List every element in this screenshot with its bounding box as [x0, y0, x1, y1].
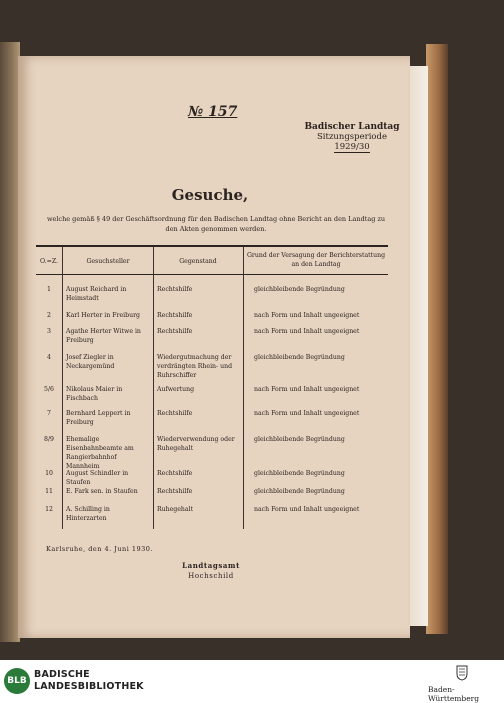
row-subject: Rechtshilfe — [157, 488, 193, 495]
row-reason: gleichbleibende Begründung — [254, 286, 345, 293]
blb-logo-icon[interactable]: BLB — [4, 668, 30, 694]
row-reason: gleichbleibende Begründung — [254, 470, 345, 477]
row-petitioner: Josef Ziegler in Neckargemünd — [66, 354, 115, 370]
row-number: 5/6 — [44, 386, 54, 393]
row-number: 3 — [47, 328, 51, 335]
document-title: Gesuche, — [171, 186, 249, 204]
row-reason: gleichbleibende Begründung — [254, 354, 345, 361]
row-petitioner: Ehemalige Eisenbahnbeamte am Rangierbahnhof Mannheim — [66, 436, 134, 470]
office-name: Landtagsamt — [182, 561, 240, 570]
row-subject: Ruhegehalt — [157, 506, 194, 513]
library-name-line2: LANDESBIBLIOTHEK — [34, 681, 144, 692]
row-petitioner: A. Schilling in Hinterzarten — [66, 506, 110, 522]
book-cover-right — [426, 44, 448, 634]
header-subject: Gegenstand — [179, 258, 217, 265]
document-number: № 157 — [188, 104, 238, 120]
row-petitioner: Nikolaus Maier in Fischbach — [66, 386, 123, 402]
landtag-header — [302, 122, 402, 153]
row-reason: nach Form und Inhalt ungeeignet — [254, 386, 360, 393]
row-subject: Rechtshilfe — [157, 328, 193, 335]
place-date: Karlsruhe, den 4. Juni 1930. — [46, 545, 153, 553]
row-subject: Rechtshilfe — [157, 410, 193, 417]
landtag-session-years: 1929/30 — [334, 142, 370, 152]
column-divider — [62, 247, 63, 529]
column-divider — [153, 247, 154, 529]
landtag-name: Badischer Landtag — [304, 122, 400, 132]
signatory: Hochschild — [188, 572, 234, 580]
row-number: 8/9 — [44, 436, 54, 443]
row-number: 11 — [45, 488, 53, 495]
row-reason: gleichbleibende Begründung — [254, 488, 345, 495]
row-subject: Rechtshilfe — [157, 312, 193, 319]
row-petitioner: August Schindler in Staufen — [66, 470, 129, 486]
book-cover-left — [0, 42, 20, 642]
row-number: 12 — [45, 506, 53, 513]
row-petitioner: Agathe Herter Witwe in Freiburg — [66, 328, 141, 344]
row-reason: nach Form und Inhalt ungeeignet — [254, 312, 360, 319]
library-name[interactable] — [34, 669, 144, 693]
landtag-session-label: Sitzungsperiode — [316, 132, 388, 142]
header-divider — [36, 274, 388, 275]
baden-wuerttemberg-crest-icon — [456, 665, 468, 681]
row-number: 1 — [47, 286, 51, 293]
row-subject: Wiedergutmachung der verdrängten Rhein- und Ruhrschiffer — [157, 354, 233, 379]
column-divider — [243, 247, 244, 529]
header-number: O.=Z. — [39, 258, 59, 265]
row-petitioner: E. Fark sen. in Staufen — [66, 488, 138, 495]
row-petitioner: August Reichard in Heimstadt — [66, 286, 127, 302]
row-number: 10 — [45, 470, 53, 477]
row-reason: nach Form und Inhalt ungeeignet — [254, 506, 360, 513]
row-number: 7 — [47, 410, 51, 417]
row-subject: Aufwertung — [157, 386, 195, 393]
header-reason: Grund der Versagung der Berichterstattung an den Landtag — [246, 252, 386, 268]
row-subject: Rechtshilfe — [157, 286, 193, 293]
row-reason: nach Form und Inhalt ungeeignet — [254, 410, 360, 417]
petitions-table — [36, 245, 388, 529]
signature-block — [176, 561, 246, 581]
row-number: 4 — [47, 354, 51, 361]
row-subject: Wiederverwendung oder Ruhegehalt — [157, 436, 235, 452]
row-petitioner: Karl Herter in Freiburg — [66, 312, 140, 319]
row-reason: nach Form und Inhalt ungeeignet — [254, 328, 360, 335]
row-number: 2 — [47, 312, 51, 319]
row-reason: gleichbleibende Begründung — [254, 436, 345, 443]
state-name[interactable]: Baden-Württemberg — [428, 685, 480, 703]
document-intro: welche gemäß § 49 der Geschäftsordnung für den Badischen Landtag ohne Bericht an den Landtag zu den Akten genommen werden. — [46, 215, 386, 233]
row-subject: Rechtshilfe — [157, 470, 193, 477]
header-petitioner: Gesuchsteller — [86, 258, 130, 265]
row-petitioner: Bernhard Leppert in Freiburg — [66, 410, 131, 426]
library-name-line1: BADISCHE — [34, 669, 90, 680]
